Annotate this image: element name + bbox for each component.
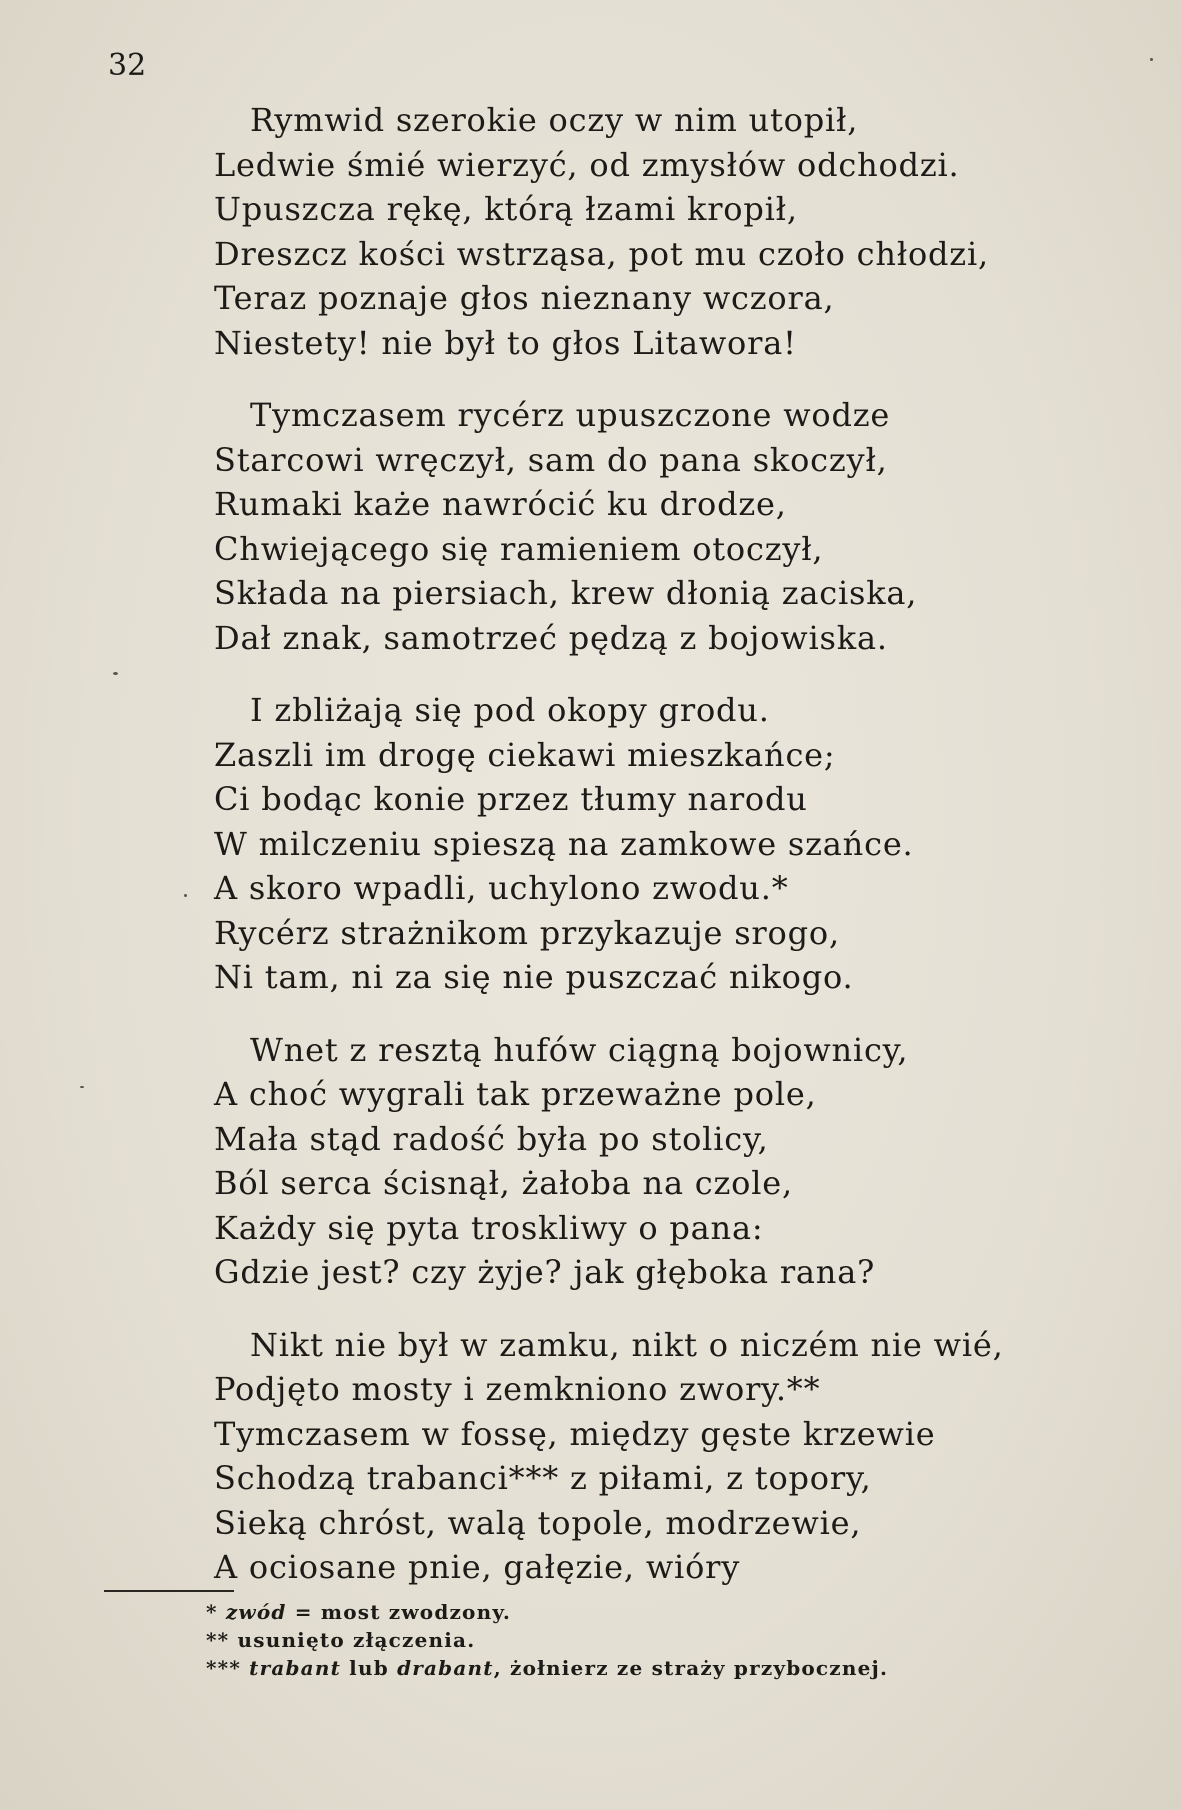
footnotes: [206, 1598, 1106, 1682]
stanza-4: [214, 1028, 1094, 1295]
verse-line: I zbliżają się pod okopy grodu.: [250, 691, 770, 729]
verse-line: Dreszcz kości wstrząsa, pot mu czoło chłodzi,: [214, 234, 989, 273]
verse-line: Rymwid szerokie oczy w nim utopił,: [250, 101, 859, 139]
footnote-term: zwód: [225, 1600, 287, 1624]
verse-line: Starcowi wręczył, sam do pana skoczył,: [214, 440, 888, 479]
verse-line: Tymczasem rycérz upuszczone wodze: [250, 396, 891, 434]
verse-line: A skoro wpadli, uchylono zwodu.*: [214, 869, 789, 907]
verse-line: Ni tam, ni za się nie puszczać nikogo.: [214, 958, 854, 996]
verse-line: Podjęto mosty i zemkniono zwory.**: [214, 1370, 821, 1408]
stanza-5: [214, 1323, 1094, 1590]
page-number: 32: [108, 48, 147, 83]
footnote-mark: *: [206, 1600, 218, 1624]
verse-line: Mała stąd radość była po stolicy,: [214, 1119, 769, 1158]
footnote-mark: ***: [206, 1656, 241, 1680]
footnote-divider: [104, 1590, 234, 1592]
footnote-mark: **: [206, 1628, 230, 1652]
verse-line: A ociosane pnie, gałęzie, wióry: [214, 1548, 741, 1586]
verse-line: Gdzie jest? czy żyje? jak głęboka rana?: [214, 1253, 876, 1291]
verse-line: Ledwie śmié wierzyć, od zmysłów odchodzi.: [214, 145, 960, 184]
footnote-1: [206, 1598, 1106, 1626]
verse-line: Rumaki każe nawrócić ku drodze,: [214, 485, 787, 523]
footnote-separator: =: [286, 1600, 321, 1624]
paper-speck: [184, 894, 187, 897]
verse-line: Składa na piersiach, krew dłonią zaciska,: [214, 574, 918, 612]
verse-line: Teraz poznaje głos nieznany wczora,: [214, 279, 835, 317]
verse-line: Niestety! nie był to głos Litawora!: [214, 323, 797, 362]
footnote-3: [206, 1654, 1106, 1682]
footnote-text: , żołnierz ze straży przybocznej.: [493, 1656, 889, 1680]
verse-line: Dał znak, samotrzeć pędzą z bojowiska.: [214, 618, 888, 657]
verse-line: Wnet z resztą hufów ciągną bojownicy,: [250, 1030, 909, 1069]
footnote-2: [206, 1626, 1106, 1654]
verse-line: Sieką chróst, walą topole, modrzewie,: [214, 1503, 862, 1542]
verse-line: A choć wygrali tak przeważne pole,: [214, 1075, 817, 1113]
footnote-term: trabant: [249, 1656, 342, 1680]
verse-line: Ból serca ścisnął, żałoba na czole,: [214, 1164, 793, 1202]
footnote-connector: lub: [341, 1656, 398, 1680]
verse-line: Chwiejącego się ramieniem otoczył,: [214, 529, 824, 568]
stanza-2: [214, 393, 1094, 660]
paper-speck: [1150, 58, 1153, 61]
verse-line: Ci bodąc konie przez tłumy narodu: [214, 780, 808, 818]
verse-line: Nikt nie był w zamku, nikt o niczém nie wié,: [250, 1325, 1004, 1364]
verse-line: Tymczasem w fossę, między gęste krzewie: [214, 1414, 936, 1453]
paper-speck: [80, 1086, 84, 1088]
footnote-text: most zwodzony.: [320, 1600, 512, 1624]
paper-speck: [113, 672, 118, 675]
verse-line: Rycérz strażnikom przykazuje srogo,: [214, 913, 840, 952]
footnote-term-alt: drabant: [397, 1656, 494, 1680]
stanza-3: [214, 688, 1094, 1000]
footnote-text: usunięto złączenia.: [237, 1628, 476, 1652]
verse-line: Schodzą trabanci*** z piłami, z topory,: [214, 1459, 872, 1497]
verse-line: W milczeniu spieszą na zamkowe szańce.: [214, 824, 914, 863]
poem-text: [214, 98, 1094, 1618]
stanza-1: [214, 98, 1094, 365]
verse-line: Każdy się pyta troskliwy o pana:: [214, 1208, 764, 1247]
verse-line: Zaszli im drogę ciekawi mieszkańce;: [214, 735, 836, 774]
verse-line: Upuszcza rękę, którą łzami kropił,: [214, 190, 798, 228]
